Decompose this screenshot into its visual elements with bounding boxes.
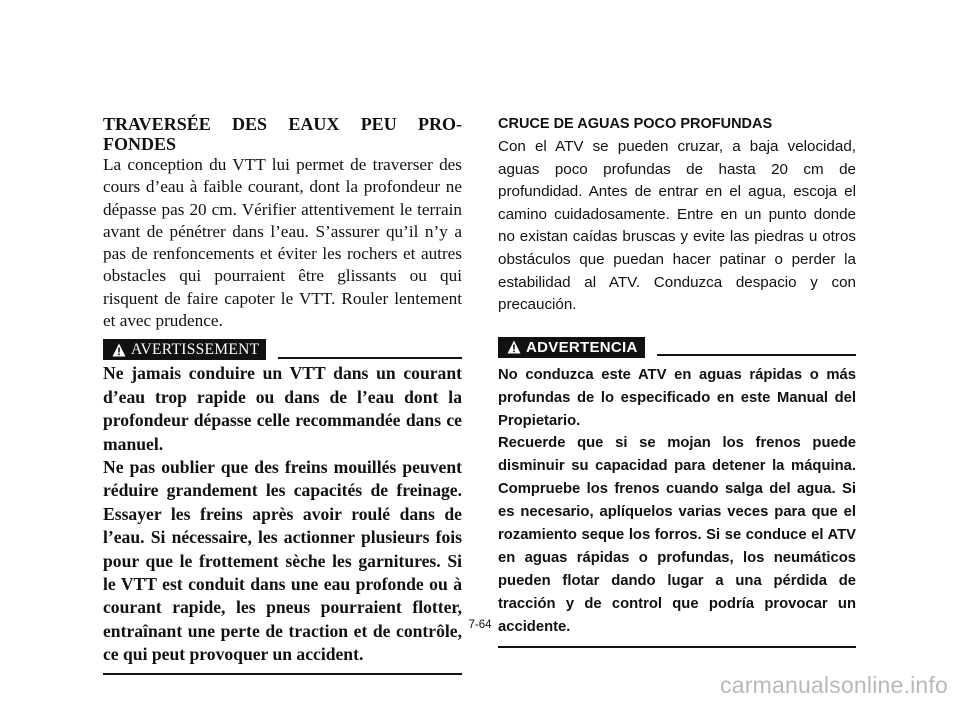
warning-triangle-icon bbox=[507, 340, 521, 354]
french-warning-header bbox=[103, 339, 462, 360]
spanish-warning-header bbox=[498, 337, 856, 358]
watermark: carmanualsonline.info bbox=[720, 672, 948, 698]
page-number: 7-64 bbox=[468, 619, 492, 631]
spanish-body-text: Con el ATV se pueden cruzar, a baja velocidad, aguas poco profundas de hasta 20 cm de profundidad. Antes de entrar en el agua, escoja el camino cuidadosamente. Entre en un punto donde no existan caídas bruscas y evite las piedras u otros obstáculos que puedan hacer patinar o perder la estabilidad al ATV. Conduzca despacio y con precaución. bbox=[498, 138, 856, 314]
spanish-column bbox=[498, 114, 856, 648]
french-warning-badge bbox=[103, 339, 266, 360]
french-body-text: La conception du VTT lui permet de traverser des cours d’eau à faible courant, dont la profondeur ne dépasse pas 20 cm. Vérifier attentivement le terrain avant de pénétrer dans l’eau. S’assurer qu’il n’y a pas de renfoncements et éviter les rochers et autres obstacles qui pourraient être glissants ou qui risquent de faire capoter le VTT. Rouler lentement et avec prudence. bbox=[103, 155, 462, 331]
spanish-bottom-divider bbox=[498, 646, 856, 648]
french-bottom-divider bbox=[103, 673, 462, 675]
spanish-warning-label: ADVERTENCIA bbox=[526, 338, 638, 356]
spanish-warning-badge bbox=[498, 337, 645, 358]
spanish-warning-paragraph-1: No conduzca este ATV en aguas rápidas o más profundas de lo especificado en este Manual del Propietario. bbox=[498, 366, 856, 429]
french-warning-divider bbox=[278, 357, 462, 359]
french-warning-label: AVERTISSEMENT bbox=[131, 340, 260, 358]
french-warning-paragraph-1: Ne jamais conduire un VTT dans un courant d’eau trop rapide ou dans de l’eau dont la profondeur dépasse celle recommandée dans ce manuel. bbox=[103, 363, 462, 454]
spanish-section-title: CRUCE DE AGUAS POCO PROFUNDAS bbox=[498, 116, 773, 132]
spanish-warning-divider bbox=[657, 354, 856, 356]
french-warning-paragraph-2: Ne pas oublier que des freins mouillés peuvent réduire grandement les capacités de freinage. Essayer les freins après avoir roulé dans de l’eau. Si nécessaire, les actionner plusieurs fois pour que le frottement sèche les garnitures. Si le VTT est conduit dans une eau profonde ou à courant rapide, les pneus pourraient flotter, entraînant une perte de traction et de contrôle, ce qui peut provoquer un accident. bbox=[103, 457, 462, 665]
spanish-warning-paragraph-2: Recuerde que si se mojan los frenos puede disminuir su capacidad para detener la máquina. Compruebe los frenos cuando salga del agua. Si es necesario, aplíquelos varias veces para que el rozamiento seque los forros. Si se conduce el ATV en aguas rápidas o profundas, los neumáticos pueden flotar dando lugar a una pérdida de tracción y de control que podría provocar un accidente. bbox=[498, 435, 856, 635]
french-section-title: TRAVERSÉE DES EAUX PEU PRO-FONDES bbox=[103, 114, 462, 154]
french-column bbox=[103, 114, 462, 675]
warning-triangle-icon bbox=[112, 343, 126, 357]
